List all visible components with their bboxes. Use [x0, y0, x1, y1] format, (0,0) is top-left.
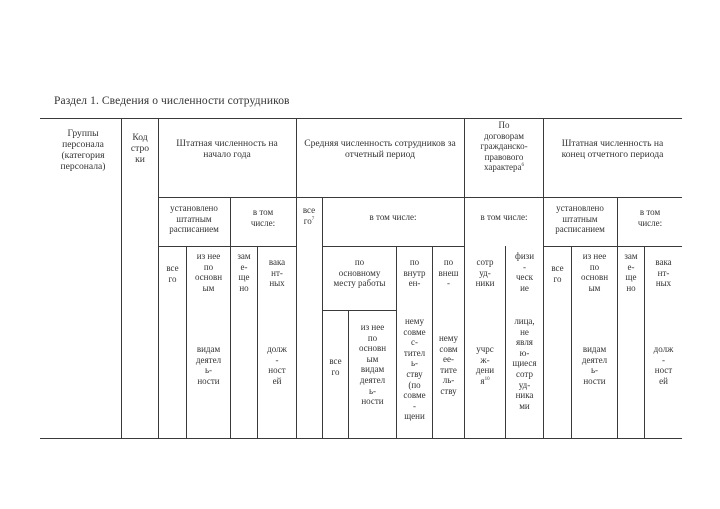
end-incl: в том числе: [637, 207, 663, 228]
footnote-mark: 10 [484, 376, 490, 382]
avg-incl: в том числе: [369, 212, 417, 222]
contracts-individuals-cont: лица, не явля ю- щиеся сотр уд- ника ми [512, 316, 537, 411]
end-total: все го [551, 263, 564, 284]
header-code: Код стро ки [130, 132, 150, 165]
table-line [121, 118, 122, 438]
table-line [158, 246, 296, 247]
avg-main-workplace: по основному месту работы [333, 257, 386, 289]
start-total: все го [166, 263, 179, 284]
start-main-activities: из нее по основн ым [194, 251, 223, 293]
table-line [296, 118, 297, 438]
end-main-activities-cont: видам деятел ь- ности [581, 344, 608, 386]
contracts-employees-cont: учрс ж- дени $я^{10}$ [475, 344, 495, 386]
table-line [617, 197, 618, 438]
start-vacant-cont: долж - ност ей [267, 344, 287, 386]
end-main-activities: из нее по основн ым [580, 251, 609, 293]
section-title: Раздел 1. Сведения о численности сотрудников [54, 95, 290, 107]
header-contracts: По договорам гражданско- правового характера$^6$ [480, 120, 528, 173]
avg-external: по внеш - [438, 257, 459, 289]
end-vacant-cont: долж - ност ей [653, 344, 674, 386]
avg-main-total: все го [329, 356, 342, 377]
header-staff-end: Штатная численность на конец отчетного периода [561, 138, 664, 160]
end-established: установлено штатным расписанием [555, 203, 605, 235]
start-established: установлено штатным расписанием [169, 203, 219, 235]
start-occupied: зам е- ще но [237, 251, 251, 293]
avg-internal-cont: нему совме с- тител ь- ству (по совме - щени [403, 316, 426, 422]
table-line [158, 197, 682, 198]
avg-main-activities: из нее по основн ым видам деятел ь- ности [358, 322, 387, 407]
table-line [40, 438, 682, 439]
table-line [322, 310, 396, 311]
table-line [322, 197, 323, 438]
contracts-incl: в том числе: [480, 212, 528, 222]
header-staff-start: Штатная численность на начало года [176, 138, 278, 160]
table-line [322, 246, 464, 247]
header-avg: Средняя численность сотрудников за отчетный период [304, 138, 456, 160]
contracts-employees: сотр уд- ники [475, 257, 495, 289]
start-vacant: вака нт- ных [268, 257, 286, 289]
start-main-activities-cont: видам деятел ь- ности [195, 344, 222, 386]
avg-external-cont: нему совм ее- тите ль- ству [438, 333, 458, 396]
contracts-individuals: физи - ческ ие [514, 251, 535, 293]
avg-internal: по внутр ен- [403, 257, 426, 289]
table-line [230, 197, 231, 438]
end-occupied: зам е- ще но [624, 251, 638, 293]
table-line [543, 246, 682, 247]
table-line [40, 118, 682, 119]
start-incl: в том числе: [250, 207, 276, 228]
footnote-mark: 6 [521, 163, 525, 169]
footnote-mark: 7 [311, 216, 315, 222]
header-groups: Группы персонала (категория персонала) [60, 128, 106, 172]
end-vacant: вака нт- ных [655, 257, 672, 289]
avg-total: все $го^7$ [302, 205, 316, 226]
